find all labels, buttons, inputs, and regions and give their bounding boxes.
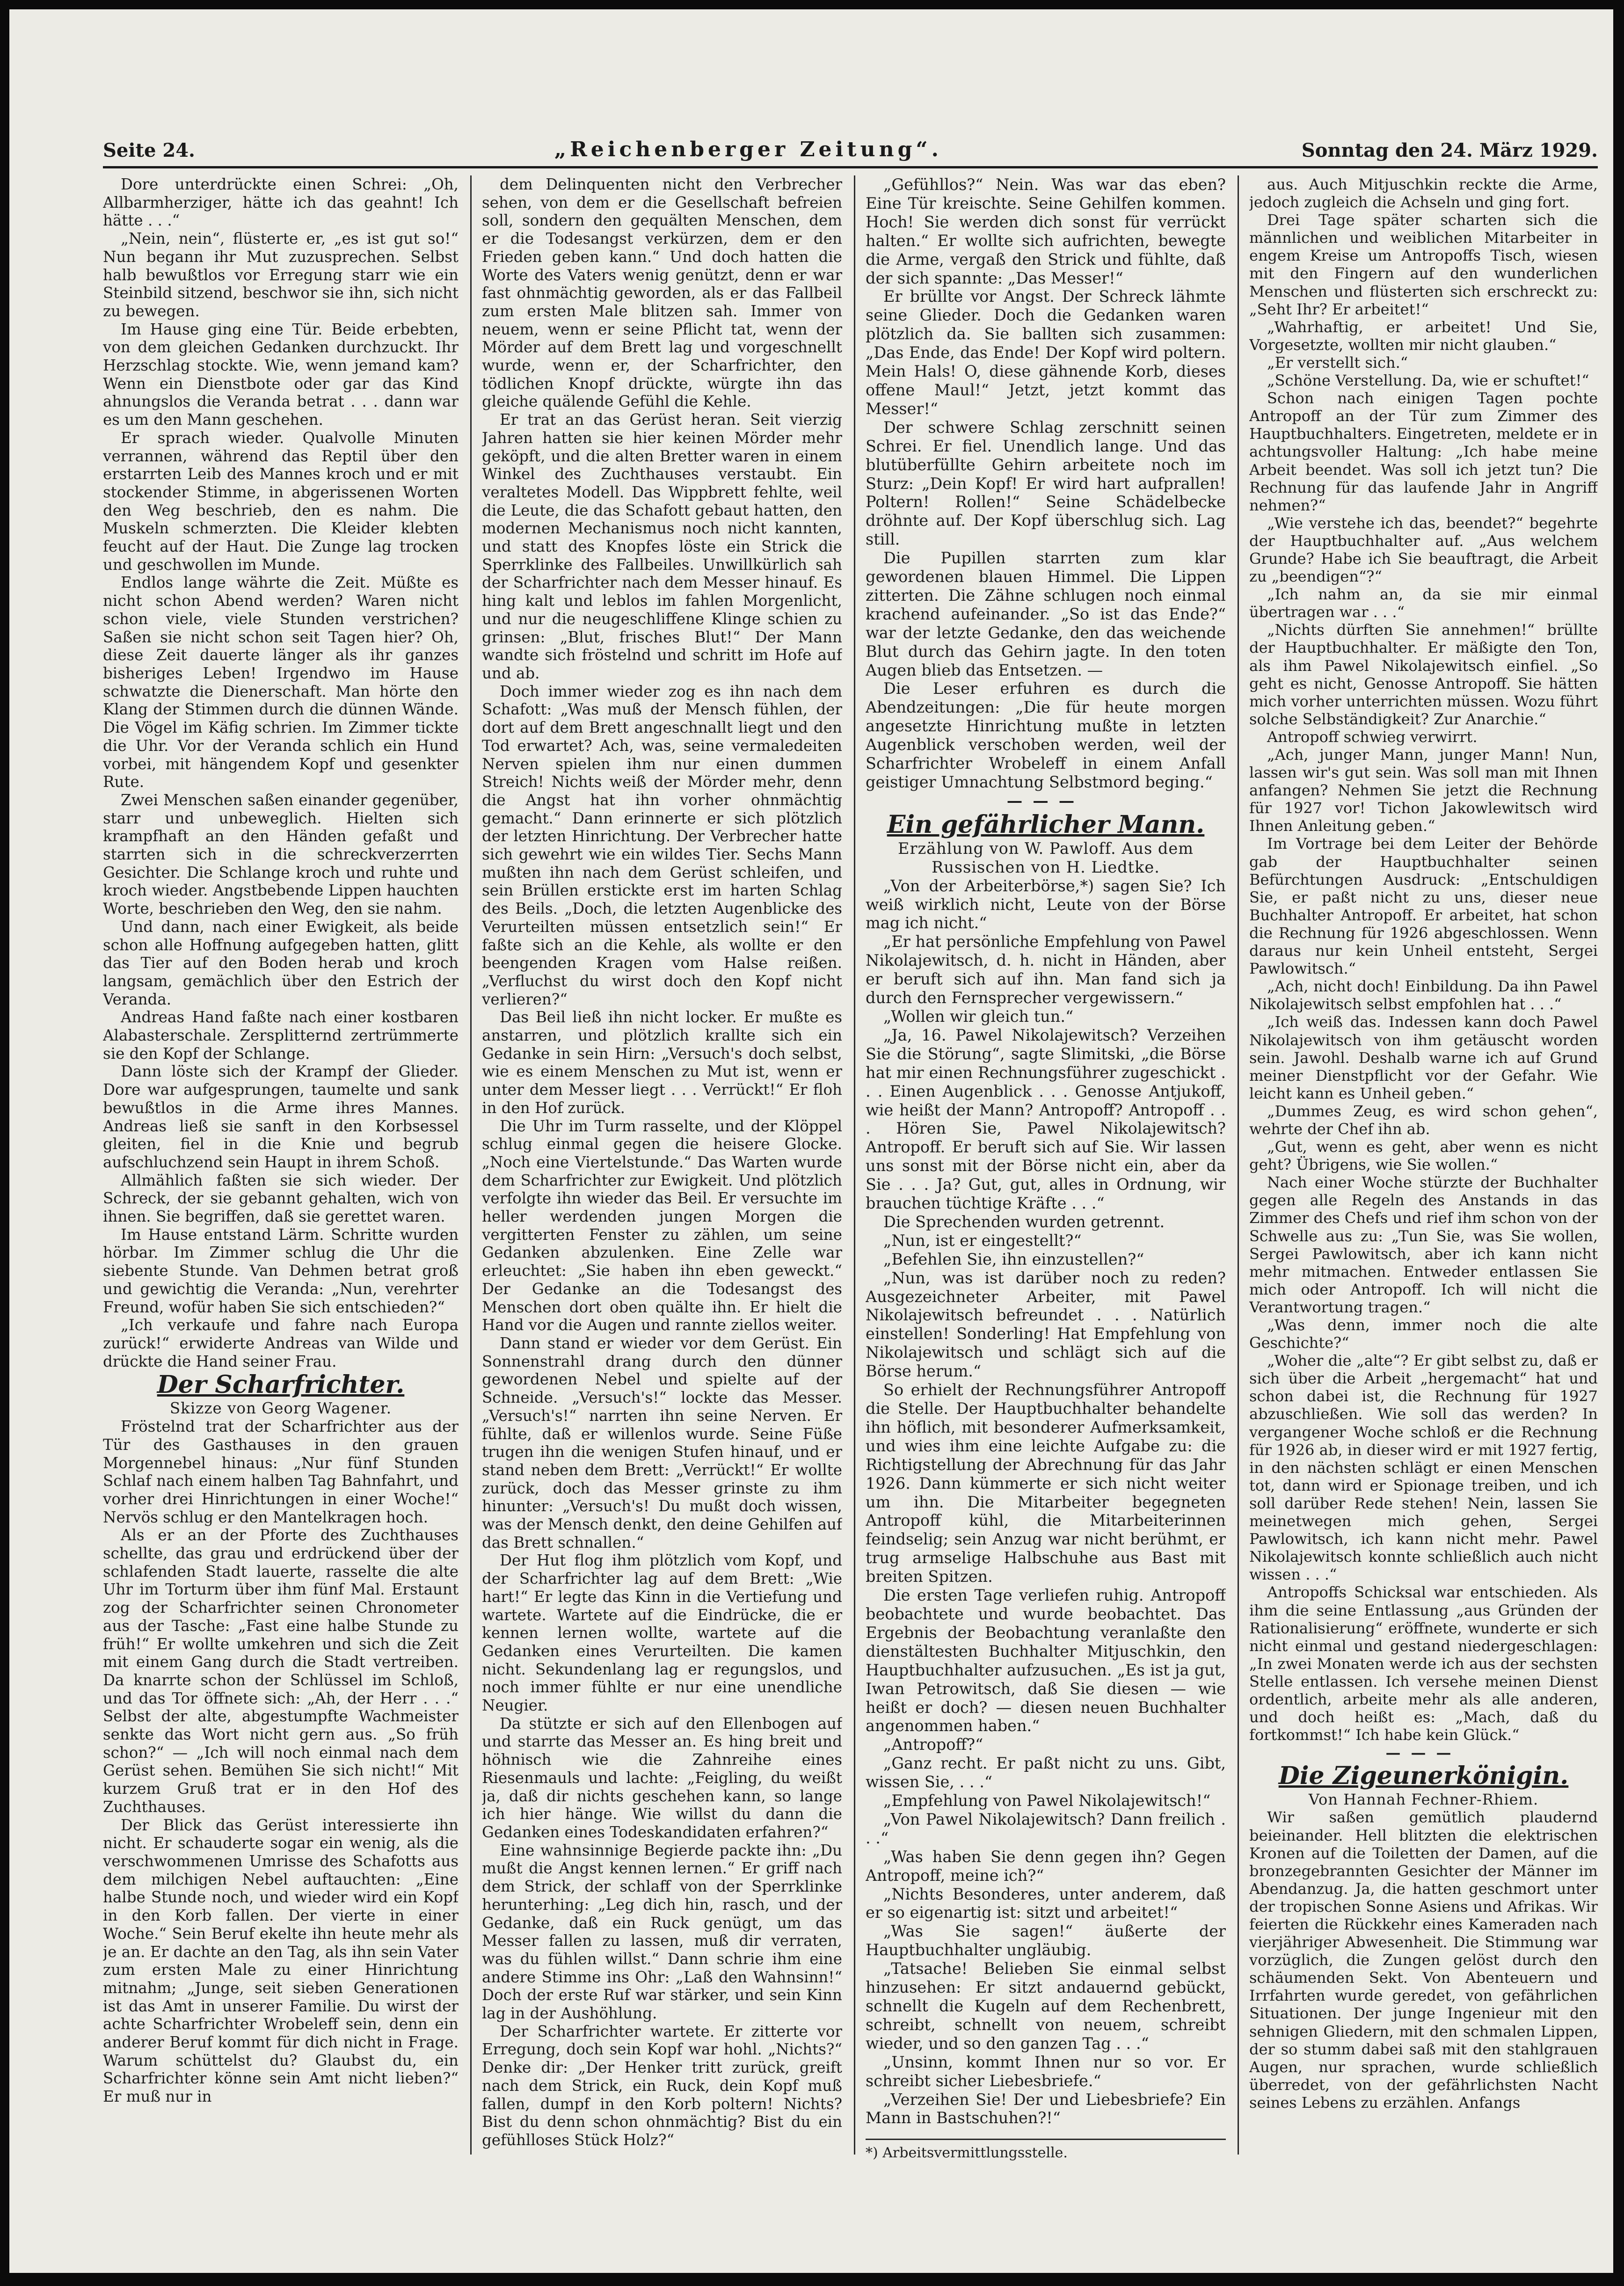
- article-byline: Skizze von Georg Wagener.: [169, 1399, 392, 1418]
- paragraph: Antropoffs Schicksal war entschieden. Als ihm die seine Entlassung „aus Gründen der Rationalisierung“ eröffnete, wunderte er sich nicht einmal und gestand niedergeschlagen: „In zwei Monaten werde ich aus der sechsten Stelle entlassen. Ich versehe meinen Dienst ordentlich, arbeite mehr als alle anderen, und doch heißt es: „Mach, daß du fortkommst!“ Ich habe kein Glück.“: [1249, 1583, 1598, 1744]
- paragraph: Dann löste sich der Krampf der Glieder. Dore war aufgesprungen, taumelte und sank bewußtlos in die Arme ihres Mannes. Andreas ließ sie sanft in den Korbsessel gleiten, fiel in die Knie und begrub aufschluchzend sein Haupt in ihrem Schoß.: [103, 1063, 459, 1171]
- paragraph: Er sprach wieder. Qualvolle Minuten verrannen, während das Reptil über den erstarrten Leib des Mannes kroch und er mit stockender Stimme, in abgerissenen Worten den Weg beschrieb, den es nahm. Die Muskeln schmerzten. Die Kleider klebten feucht auf der Haut. Die Zunge lag trocken und geschwollen im Munde.: [103, 429, 459, 574]
- story-snake-ending: [103, 175, 459, 1370]
- paragraph: aus. Auch Mitjuschkin reckte die Arme, jedoch zugleich die Achseln und ging fort.: [1249, 175, 1598, 211]
- column-divider: [470, 175, 472, 2155]
- paragraph: „Von Pawel Nikolajewitsch? Dann freilich . . .“: [866, 1810, 1226, 1847]
- paragraph: „Ach, nicht doch! Einbildung. Da ihn Pawel Nikolajewitsch selbst empfohlen hat . . .“: [1249, 977, 1598, 1013]
- paragraph: Antropoff schwieg verwirrt.: [1267, 728, 1478, 746]
- column-divider: [854, 175, 855, 2155]
- paragraph: So erhielt der Rechnungsführer Antropoff die Stelle. Der Hauptbuchhalter behandelte ihn höflich, mit besonderer Aufmerksamkeit, und wies ihm eine leichte Aufgabe zu: die Richtigstellung der Abrechnung für das Jahr 1926. Dann kümmerte er sich nicht weiter um ihn. Die Mitarbeiter begegneten Antropoff kühl, die Mitarbeiterinnen feindselig; sein Anzug war nicht berühmt, er trug armselige Halbschuhe aus Bast mit breiten Spitzen.: [866, 1381, 1226, 1586]
- paragraph: Und dann, nach einer Ewigkeit, als beide schon alle Hoffnung aufgegeben hatten, glitt das Tier auf den Boden herab und kroch langsam, gemächlich über den Estrich der Veranda.: [103, 917, 459, 1008]
- paragraph: „Ach, junger Mann, junger Mann! Nun, lassen wir's gut sein. Was soll man mit Ihnen anfangen? Nehmen Sie jetzt die Rechnung für 1927 vor! Tichon Jakowlewitsch wird Ihnen Anleitung geben.“: [1249, 746, 1598, 835]
- paragraph: Er trat an das Gerüst heran. Seit vierzig Jahren hatten sie hier keinen Mörder mehr geköpft, und die alten Bretter waren in einem Winkel des Zuchthauses verstaubt. Ein veraltetes Modell. Das Wippbrett fehlte, weil die Leute, die das Schafott gebaut hatten, den modernen Mechanismus noch nicht kannten, und statt des Knopfes löste ein Strick die Sperrklinke des Fallbeiles. Unwillkürlich sah der Scharfrichter nach dem Messer hinauf. Es hing kalt und leblos im fahlen Morgenlicht, und nur die neugeschliffene Klinge schien zu grinsen: „Blut, frisches Blut!“ Der Mann wandte sich fröstelnd und schritt im Hofe auf und ab.: [482, 411, 842, 682]
- paragraph: Als er an der Pforte des Zuchthauses schellte, das grau und erdrückend über der schlafenden Stadt lauerte, rasselte die alte Uhr im Torturm über ihm fünf Mal. Erstaunt zog der Scharfrichter seinen Chronometer aus der Tasche: „Fast eine halbe Stunde zu früh!“ Er wollte umkehren und sich die Zeit mit einem Gang durch die Stadt vertreiben. Da knarrte schon der Schlüssel im Schloß, und das Tor öffnete sich: „Ah, der Herr . . .“ Selbst der alte, abgestumpfte Wachmeister senkte das Wort nicht gern aus. „So früh schon?“ — „Ich will noch einmal nach dem Gerüst sehen. Bemühen Sie sich nicht!“ Mit kurzem Gruß trat er in den Hof des Zuchthauses.: [103, 1526, 459, 1816]
- paragraph: „Antropoff?“: [883, 1735, 983, 1754]
- paragraph: „Schöne Verstellung. Da, wie er schuftet!“: [1267, 371, 1589, 390]
- paragraph: Er brüllte vor Angst. Der Schreck lähmte seine Glieder. Doch die Gedanken waren plötzlich da. Sie ballten sich zusammen: „Das Ende, das Ende! Der Kopf wird poltern. Mein Hals! O, diese gähnende Korb, dieses offene Maul!“ Jetzt, jetzt kommt das Messer!“: [866, 287, 1226, 418]
- paragraph: Die Uhr im Turm rasselte, und der Klöppel schlug einmal gegen die heisere Glocke. „Noch eine Viertelstunde.“ Das Warten wurde dem Scharfrichter zur Ewigkeit. Und plötzlich verfolgte ihn wieder das Beil. Er versuchte im heller werdenden jungen Morgen die vergitterten Fenster zu zählen, um seine Gedanken abzulenken. Eine Zelle war erleuchtet: „Sie haben ihn eben geweckt.“ Der Gedanke an die Todesangst des Menschen dort oben quälte ihn. Er hielt die Hand vor die Augen und rannte ziellos weiter.: [482, 1117, 842, 1334]
- paragraph: „Befehlen Sie, ihn einzustellen?“: [883, 1250, 1144, 1268]
- paragraph: „Nichts Besonderes, unter anderem, daß er so eigenartig ist: sitzt und arbeitet!“: [866, 1885, 1226, 1922]
- article-title: Ein gefährlicher Mann.: [887, 810, 1205, 839]
- header-rule: [103, 166, 1598, 168]
- issue-date: Sonntag den 24. März 1929.: [1301, 139, 1598, 161]
- article-byline: Von Hannah Fechner-Rhiem.: [1308, 1791, 1539, 1809]
- paragraph: Die Leser erfuhren es durch die Abendzeitungen: „Die für heute morgen angesetzte Hinrichtung mußte in letzten Augenblick verschoben werden, weil der Scharfrichter Wrobeleff in einem Anfall geistiger Umnachtung Selbstmord beging.“: [866, 679, 1226, 791]
- paragraph: „Was denn, immer noch die alte Geschichte?“: [1249, 1316, 1598, 1352]
- paragraph: „Wollen wir gleich tun.“: [883, 1007, 1074, 1026]
- paragraph: Eine wahnsinnige Begierde packte ihn: „Du mußt die Angst kennen lernen.“ Er griff nach dem Strick, der schlaff von der Sperrklinke herunterhing: „Leg dich hin, rasch, und der Gedanke, daß ein Ruck genügt, um das Messer fallen zu lassen, muß dir verraten, was du fühlen willst.“ Dann schrie ihm eine andere Stimme ins Ohr: „Laß den Wahnsinn!“ Doch der erste Ruf war stärker, und sein Kinn lag in der Aushöhlung.: [482, 1841, 842, 2023]
- paragraph: Da stützte er sich auf den Ellenbogen auf und starrte das Messer an. Es hing breit und höhnisch wie die Zahnreihe eines Riesenmauls und lachte: „Feigling, du weißt ja, daß dir nichts geschehen kann, so lange ich hier hänge. Wie willst du dann die Gedanken eines Todeskandidaten erfahren?“: [482, 1714, 842, 1841]
- paragraph: Fröstelnd trat der Scharfrichter aus der Tür des Gasthauses in den grauen Morgennebel hinaus: „Nur fünf Stunden Schlaf nach einem halben Tag Bahnfahrt, und vorher drei Hinrichtungen in einer Woche!“ Nervös schlug er den Mantelkragen hoch.: [103, 1418, 459, 1526]
- paragraph: Im Hause entstand Lärm. Schritte wurden hörbar. Im Zimmer schlug die Uhr die siebente Stunde. Van Dehmen betrat groß und gewichtig die Veranda: „Nun, verehrter Freund, wofür haben Sie sich entschieden?“: [103, 1225, 459, 1316]
- paragraph: Drei Tage später scharten sich die männlichen und weiblichen Mitarbeiter in engem Kreise um Antropoffs Tisch, wiesen mit den Fingern auf den wunderlichen Menschen und flüsterten sich erschreckt zu: „Seht Ihr? Er arbeitet!“: [1249, 211, 1598, 318]
- column-divider: [1238, 175, 1239, 2155]
- paragraph: Die Sprechenden wurden getrennt.: [883, 1212, 1165, 1231]
- paragraph: „Woher die „alte“? Er gibt selbst zu, daß er sich über die Arbeit „hergemacht“ hat und schon dabei ist, die Rechnung für 1927 abzuschließen. Wie soll das werden? In vergangener Woche schloß er die Rechnung für 1926 ab, in dieser wird er mit 1927 fertig, in den nächsten schlägt er einen Menschen tot, dann wird er Spionage treiben, und ich soll darüber Rede stehen! Nein, lassen Sie meinetwegen mich gehen, Sergei Pawlowitsch, ich kann nicht mehr. Pawel Nikolajewitsch konnte schließlich auch nicht wissen . . .“: [1249, 1352, 1598, 1584]
- paragraph: Schon nach einigen Tagen pochte Antropoff an der Tür zum Zimmer des Hauptbuchhalters. Eingetreten, meldete er in achtungsvoller Haltung: „Ich habe meine Arbeit beendet. Was soll ich jetzt tun? Die Rechnung für das laufende Jahr in Angriff nehmen?“: [1249, 389, 1598, 514]
- paragraph: „Ich nahm an, da sie mir einmal übertragen war . . .“: [1249, 585, 1598, 621]
- paragraph: „Wie verstehe ich das, beendet?“ begehrte der Hauptbuchhalter auf. „Aus welchem Grunde? Habe ich Sie beauftragt, die Arbeit zu „beendigen“?“: [1249, 514, 1598, 586]
- paragraph: Der Scharfrichter wartete. Er zitterte vor Erregung, doch sein Kopf war hohl. „Nichts?“ Denke dir: „Der Henker tritt zurück, greift nach dem Strick, ein Ruck, dein Kopf muß fallen, dumpf in den Korb poltern! Nichts? Bist du denn schon ohnmächtig? Bist du ein gefühlloses Stück Holz?“: [482, 2022, 842, 2149]
- paragraph: Dore unterdrückte einen Schrei: „Oh, Allbarmherziger, hätte ich das geahnt! Ich hätte . . .“: [103, 175, 459, 230]
- paragraph: „Tatsache! Belieben Sie einmal selbst hinzusehen: Er sitzt andauernd gebückt, schnellt die Kugeln auf dem Rechenbrett, schreibt, schnellt von neuem, schreibt wieder, und so den ganzen Tag . . .“: [866, 1959, 1226, 2053]
- paragraph: Der Hut flog ihm plötzlich vom Kopf, und der Scharfrichter lag auf dem Brett: „Wie hart!“ Er legte das Kinn in die Vertiefung und wartete. Wartete auf die Eindrücke, die er kennen lernen wollte, wartete auf die Gedanken eines Verurteilten. Die kamen nicht. Sekundenlang lag er regungslos, und noch immer fühlte er nur eine unendliche Neugier.: [482, 1551, 842, 1715]
- paragraph: „Nun, ist er eingestellt?“: [883, 1231, 1082, 1250]
- paragraph: Endlos lange währte die Zeit. Müßte es nicht schon Abend werden? Waren nicht schon viele, viele Stunden verstrichen? Saßen sie nicht schon seit Tagen hier? Oh, diese Zeit dauerte länger als ihr ganzes bisheriges Leben! Irgendwo im Hause schwatzte die Dienerschaft. Man hörte den Klang der Stimmen durch die dünnen Wände. Die Vögel im Käfig schrien. Im Zimmer tickte die Uhr. Vor der Veranda schlich ein Hund vorbei, mit hängendem Kopf und gesenkter Rute.: [103, 574, 459, 791]
- column-1: [103, 175, 459, 2164]
- newspaper-name: „Reichenberger Zeitung“.: [554, 138, 942, 161]
- paragraph: Der schwere Schlag zerschnitt seinen Schrei. Er fiel. Unendlich lange. Und das blutüberfüllte Gehirn arbeitete noch im Sturz: „Dein Kopf! Er wird hart aufprallen! Poltern! Rollen!“ Seine Schädelbecke dröhnte auf. Der Kopf überschlug sich. Lag still.: [866, 418, 1226, 549]
- paragraph: Die ersten Tage verliefen ruhig. Antropoff beobachtete und wurde beobachtet. Das Ergebnis der Beobachtung veranlaßte den dienstältesten Buchhalter Mitjuschkin, den Hauptbuchhalter aufzusuchen. „Es ist ja gut, Iwan Petrowitsch, daß Sie diesen — wie heißt er doch? — diesen neuen Buchhalter angenommen haben.“: [866, 1586, 1226, 1735]
- paragraph: „Dummes Zeug, es wird schon gehen“, wehrte der Chef ihn ab.: [1249, 1102, 1598, 1138]
- paragraph: Die Pupillen starrten zum klar gewordenen blauen Himmel. Die Lippen zitterten. Die Zähne schlugen noch einmal krachend aufeinander. „So ist das Ende?“ war der letzte Gedanke, den das weichende Blut durch das Gehirn jagte. In den toten Augen blieb das Entsetzen. —: [866, 549, 1226, 679]
- paragraph: Zwei Menschen saßen einander gegenüber, starr und unbeweglich. Hielten sich krampfhaft an den Händen gefaßt und starrten sich in die schreckverzerrten Gesichter. Die Schlange kroch und ruhte und kroch wieder. Angstbebende Lippen hauchten Worte, beschrieben den Weg, den sie nahm.: [103, 791, 459, 918]
- column-3: [866, 175, 1226, 2164]
- paragraph: „Empfehlung von Pawel Nikolajewitsch!“: [883, 1791, 1211, 1810]
- article-title: Der Scharfrichter.: [157, 1370, 405, 1399]
- article-title: Die Zigeunerkönigin.: [1278, 1762, 1569, 1791]
- paragraph: „Was haben Sie denn gegen ihn? Gegen Antropoff, meine ich?“: [866, 1847, 1226, 1885]
- section-separator: ———: [1385, 1744, 1462, 1762]
- paragraph: „Unsinn, kommt Ihnen nur so vor. Er schreibt sicher Liebesbriefe.“: [866, 2053, 1226, 2090]
- paragraph: „Verzeihen Sie! Der und Liebesbriefe? Ein Mann in Bastschuhen?!“: [866, 2090, 1226, 2127]
- paragraph: Doch immer wieder zog es ihn nach dem Schafott: „Was muß der Mensch fühlen, der dort auf dem Brett angeschnallt liegt und den Tod erwartet? Ach, was, seine vermaledeiten Nerven spielen ihm nur einen dummen Streich! Nichts weiß der Mörder mehr, denn die Angst hat ihn vorher ohnmächtig gemacht.“ Dann erinnerte er sich plötzlich der letzten Hinrichtung. Der Verbrecher hatte sich gewehrt wie ein wildes Tier. Sechs Mann mußten ihn nach dem Gerüst schleifen, und sein Brüllen erstickte erst im harten Schlag des Beils. „Doch, die letzten Augenblicke des Verurteilten müssen entsetzlich sein!“ Er faßte sich an die Kehle, als wollte er den beengenden Kragen vom Halse reißen. „Verfluchst du wirst doch den Kopf nicht verlieren?“: [482, 682, 842, 1008]
- paragraph: „Ich verkaufe und fahre nach Europa zurück!“ erwiderte Andreas van Wilde und drückte die Hand seiner Frau.: [103, 1316, 459, 1370]
- column-2: [482, 175, 842, 2164]
- paragraph: „Wahrhaftig, er arbeitet! Und Sie, Vorgesetzte, wollten mir nicht glauben.“: [1249, 318, 1598, 354]
- paragraph: Nach einer Woche stürzte der Buchhalter gegen alle Regeln des Anstands in das Zimmer des Chefs und rief ihm schon von der Schwelle aus zu: „Tun Sie, was Sie wollen, Sergei Pawlowitsch, aber ich kann nicht mehr mitmachen. Entweder entlassen Sie mich oder Antropoff. Ich will nicht die Verantwortung tragen.“: [1249, 1173, 1598, 1316]
- paragraph: „Ganz recht. Er paßt nicht zu uns. Gibt, wissen Sie, . . .“: [866, 1754, 1226, 1791]
- paragraph: dem Delinquenten nicht den Verbrecher sehen, von dem er die Gesellschaft befreien soll, sondern den gequälten Menschen, dem er die Todesangst verkürzen, dem er den Frieden geben kann.“ Und doch hatten die Worte des Vaters wenig genützt, denn er war fast ohnmächtig geworden, als er das Fallbeil zum ersten Male blitzen sah. Immer von neuem, wenn er seine Pflicht tat, wenn der Mörder auf dem Brett lag und vorgeschnellt wurde, wenn er, der Scharfrichter, den tödlichen Knopf drückte, würgte ihn das gleiche quälende Gefühl die Kehle.: [482, 175, 842, 411]
- paragraph: „Nein, nein“, flüsterte er, „es ist gut so!“ Nun begann ihr Mut zuzusprechen. Selbst halb bewußtlos vor Erregung starr wie ein Steinbild sitzend, beschwor sie ihn, sich nicht zu bewegen.: [103, 230, 459, 320]
- paragraph: „Ich weiß das. Indessen kann doch Pawel Nikolajewitsch von ihm getäuscht worden sein. Jawohl. Deshalb warne ich auf Grund meiner Dienstpflicht vor der Gefahr. Wie leicht kann es Unheil geben.“: [1249, 1013, 1598, 1102]
- paragraph: Andreas Hand faßte nach einer kostbaren Alabasterschale. Zersplitternd zertrümmerte sie den Kopf der Schlange.: [103, 1008, 459, 1063]
- footnote: *) Arbeitsvermittlungsstelle.: [866, 2139, 1226, 2162]
- newspaper-page: [9, 9, 1613, 2273]
- paragraph: „Gut, wenn es geht, aber wenn es nicht geht? Übrigens, wie Sie wollen.“: [1249, 1138, 1598, 1174]
- section-separator: ———: [1006, 791, 1085, 810]
- page-number: Seite 24.: [103, 139, 195, 161]
- page-header: [103, 133, 1598, 161]
- paragraph: Im Hause ging eine Tür. Beide erbebten, von dem gleichen Gedanken durchzuckt. Ihr Herzschlag stockte. Wie, wenn jemand kam? Wenn ein Dienstbote oder gar das Kind ahnungslos die Veranda betrat . . . dann war es um den Mann geschehen.: [103, 320, 459, 429]
- paragraph: „Von der Arbeiterbörse,*) sagen Sie? Ich weiß wirklich nicht, Leute von der Börse mag ich nicht.“: [866, 876, 1226, 932]
- paragraph: „Er verstellt sich.“: [1267, 353, 1408, 371]
- column-4: [1249, 175, 1598, 2164]
- paragraph: Der Blick das Gerüst interessierte ihn nicht. Er schauderte sogar ein wenig, als die verschwommenen Umrisse des Schafotts aus dem milchigen Nebel auftauchten: „Eine halbe Stunde noch, und wieder wird ein Kopf in den Korb fallen. Der vierte in einer Woche.“ Sein Beruf ekelte ihn heute mehr als je an. Er dachte an den Tag, als ihn sein Vater zum ersten Male zu einer Hinrichtung mitnahm; „Junge, seit sieben Generationen ist das Amt in unserer Familie. Du wirst der achte Scharfrichter Wrobeleff sein, denn ein anderer Beruf kommt für dich nicht in Frage. Warum schüttelst du? Glaubst du, ein Scharfrichter könne sein Amt nicht lieben?“ Er muß nur in: [103, 1816, 459, 2106]
- paragraph: Dann stand er wieder vor dem Gerüst. Ein Sonnenstrahl drang durch den dünner gewordenen Nebel und spielte auf der Schneide. „Versuch's!“ lockte das Messer. „Versuch's!“ narrten ihn seine Nerven. Er fühlte, daß er willenlos wurde. Seine Füße trugen ihn die wenigen Stufen hinauf, und er stand neben dem Brett: „Verrückt!“ Er wollte zurück, doch das Messer grinste zu ihm hinunter: „Versuch's! Du mußt doch wissen, was der Mensch denkt, den deine Gehilfen auf das Brett schnallen.“: [482, 1334, 842, 1551]
- paragraph: „Ja, 16. Pawel Nikolajewitsch? Verzeihen Sie die Störung“, sagte Slimitski, „die Börse hat mir einen Rechnungsführer zugeschickt . . . Einen Augenblick . . . Genosse Antjukoff, wie heißt der Mann? Antropoff? Antropoff . . . Hören Sie, Pawel Nikolajewitsch? Antropoff. Er beruft sich auf Sie. Wir lassen uns sonst mit der Börse nicht ein, aber da Sie . . . Ja? Gut, gut, alles in Ordnung, wir brauchen tüchtige Kräfte . . .“: [866, 1026, 1226, 1213]
- paragraph: Im Vortrage bei dem Leiter der Behörde gab der Hauptbuchhalter seinen Befürchtungen Ausdruck: „Entschuldigen Sie, er paßt nicht zu uns, dieser neue Buchhalter Antropoff. Er arbeitet, hat schon die Rechnung für 1926 abgeschlossen. Wenn daraus nur kein Unheil entsteht, Sergei Pawlowitsch.“: [1249, 835, 1598, 978]
- paragraph: „Er hat persönliche Empfehlung von Pawel Nikolajewitsch, d. h. nicht in Händen, aber er beruft sich auf ihn. Man fand sich ja durch den Fernsprecher vergewissern.“: [866, 932, 1226, 1007]
- paragraph: „Gefühllos?“ Nein. Was war das eben? Eine Tür kreischte. Seine Gehilfen kommen. Hoch! Sie werden dich sonst für verrückt halten.“ Er wollte sich aufrichten, bewegte die Arme, vergaß den Strick und fühlte, daß der sich spannte: „Das Messer!“: [866, 175, 1226, 287]
- paragraph: Allmählich faßten sie sich wieder. Der Schreck, der sie gebannt gehalten, wich von ihnen. Sie begriffen, daß sie gerettet waren.: [103, 1171, 459, 1226]
- paragraph: „Nichts dürften Sie annehmen!“ brüllte der Hauptbuchhalter. Er mäßigte den Ton, als ihm Pawel Nikolajewitsch einfiel. „So geht es nicht, Genosse Antropoff. Sie hätten mich vorher unterrichten müssen. Wozu führt solche Selbständigkeit? Zur Anarchie.“: [1249, 621, 1598, 728]
- article-byline: Erzählung von W. Pawloff. Aus dem Russischen von H. Liedtke.: [898, 839, 1194, 876]
- paragraph: „Was Sie sagen!“ äußerte der Hauptbuchhalter ungläubig.: [866, 1922, 1226, 1959]
- paragraph: Das Beil ließ ihn nicht locker. Er mußte es anstarren, und plötzlich krallte sich ein Gedanke in sein Hirn: „Versuch's doch selbst, wie es einem Menschen zu Mut ist, wenn er unter dem Messer liegt . . . Verrückt!“ Er floh in den Hof zurück.: [482, 1008, 842, 1117]
- paragraph: Wir saßen gemütlich plaudernd beieinander. Hell blitzten die elektrischen Kronen auf die Toiletten der Damen, auf die bronzegebrannten Gesichter der Männer im Abendanzug. Ja, die hatten geschmort unter der tropischen Sonne Asiens und Afrikas. Wir feierten die Rückkehr eines Kameraden nach vierjähriger Abwesenheit. Die Stimmung war vorzüglich, die Zungen gelöst durch den schäumenden Sekt. Von Abenteuern und Irrfahrten wurde geredet, von gefährlichen Situationen. Der junge Ingenieur mit den sehnigen Gliedern, mit den schmalen Lippen, der so stumm dabei saß mit den stahlgrauen Augen, nur sprachen, wurde schließlich überredet, von der gefährlichsten Nacht seines Lebens zu erzählen. Anfangs: [1249, 1808, 1598, 2111]
- paragraph: „Nun, was ist darüber noch zu reden? Ausgezeichneter Arbeiter, mit Pawel Nikolajewitsch befreundet . . . Natürlich einstellen! Sonderling! Hat Empfehlung von Nikolajewitsch und schlägt sich auf die Börse herum.“: [866, 1268, 1226, 1381]
